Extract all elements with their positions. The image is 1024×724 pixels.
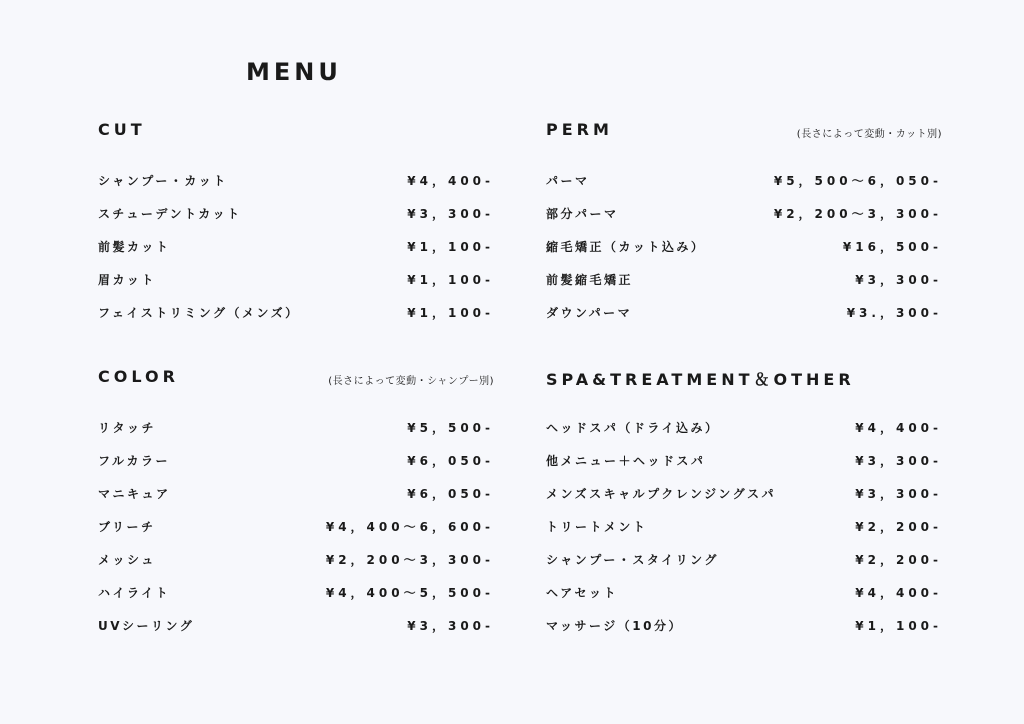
menu-item — [98, 609, 494, 642]
item-price: ¥4，400- — [855, 586, 942, 600]
item-name: メンズスキャルプクレンジングスパ — [546, 487, 777, 501]
item-price: ¥3，300- — [855, 273, 942, 287]
menu-item — [546, 263, 942, 296]
menu-item — [98, 263, 494, 296]
section-note: (長さによって変動・カット別) — [796, 129, 942, 140]
menu-item — [546, 510, 942, 543]
item-price: ¥4，400- — [855, 421, 942, 435]
item-name: ハイライト — [98, 586, 171, 600]
menu-list — [98, 411, 494, 642]
section-cut — [98, 120, 494, 329]
section-header — [546, 367, 942, 391]
item-price: ¥3.，300- — [846, 306, 942, 320]
item-name: フェイストリミング（メンズ） — [98, 306, 300, 320]
item-name: シャンプー・スタイリング — [546, 553, 719, 567]
section-title: CUT — [98, 120, 146, 139]
item-price: ¥3，300- — [407, 619, 494, 633]
menu-item — [546, 411, 942, 444]
item-name: フルカラー — [98, 454, 171, 468]
item-name: シャンプー・カット — [98, 174, 228, 188]
item-price: ¥2，200- — [855, 520, 942, 534]
item-name: 他メニュー＋ヘッドスパ — [546, 454, 706, 468]
item-price: ¥4，400〜6，600- — [325, 520, 494, 534]
menu-item — [98, 510, 494, 543]
item-price: ¥1，100- — [407, 240, 494, 254]
item-name: スチューデントカット — [98, 207, 242, 221]
item-price: ¥2，200〜3，300- — [325, 553, 494, 567]
item-price: ¥6，050- — [407, 487, 494, 501]
menu-item — [98, 444, 494, 477]
page-title: MENU — [246, 58, 342, 86]
section-note: (長さによって変動・シャンプー別) — [328, 376, 494, 387]
menu-item — [98, 477, 494, 510]
menu-item — [98, 230, 494, 263]
item-name: ヘアセット — [546, 586, 619, 600]
item-price: ¥16，500- — [842, 240, 942, 254]
menu-item — [98, 164, 494, 197]
section-header — [98, 367, 494, 391]
menu-item — [98, 576, 494, 609]
menu-item — [546, 230, 942, 263]
item-name: ブリーチ — [98, 520, 156, 534]
menu-item — [546, 609, 942, 642]
item-name: ヘッドスパ（ドライ込み） — [546, 421, 720, 435]
menu-item — [546, 543, 942, 576]
item-price: ¥2，200- — [855, 553, 942, 567]
item-price: ¥1，100- — [407, 273, 494, 287]
menu-item — [546, 477, 942, 510]
item-name: リタッチ — [98, 421, 157, 435]
section-title: SPA&TREATMENT＆OTHER — [546, 370, 855, 389]
item-name: パーマ — [546, 174, 590, 188]
menu-item — [98, 411, 494, 444]
menu-item — [546, 576, 942, 609]
section-header — [98, 120, 494, 144]
item-price: ¥4，400- — [407, 174, 494, 188]
section-perm — [546, 120, 942, 329]
item-name: 前髪縮毛矯正 — [546, 273, 634, 287]
item-name: UVシーリング — [98, 619, 195, 633]
menu-item — [546, 164, 942, 197]
menu-list — [98, 164, 494, 329]
item-price: ¥5，500〜6，050- — [773, 174, 942, 188]
section-title: PERM — [546, 120, 613, 139]
item-price: ¥3，300- — [855, 487, 942, 501]
menu-item — [546, 296, 942, 329]
item-name: ダウンパーマ — [546, 306, 633, 320]
menu-item — [546, 444, 942, 477]
item-name: マッサージ（10分） — [546, 619, 683, 633]
menu-item — [98, 543, 494, 576]
item-price: ¥3，300- — [407, 207, 494, 221]
item-price: ¥1，100- — [407, 306, 494, 320]
menu-item — [546, 197, 942, 230]
item-price: ¥5，500- — [407, 421, 494, 435]
section-header — [546, 120, 942, 144]
item-price: ¥6，050- — [407, 454, 494, 468]
item-name: 眉カット — [98, 273, 156, 287]
section-color — [98, 367, 494, 642]
section-title: COLOR — [98, 367, 179, 386]
item-name: メッシュ — [98, 553, 156, 567]
item-name: 縮毛矯正（カット込み） — [546, 240, 706, 254]
section-spa-treatment-other — [546, 367, 942, 642]
item-name: トリートメント — [546, 520, 648, 534]
menu-item — [98, 296, 494, 329]
item-price: ¥3，300- — [855, 454, 942, 468]
item-price: ¥2，200〜3，300- — [773, 207, 942, 221]
item-name: 前髪カット — [98, 240, 171, 254]
menu-item — [98, 197, 494, 230]
item-name: マニキュア — [98, 487, 171, 501]
item-price: ¥1，100- — [855, 619, 942, 633]
item-price: ¥4，400〜5，500- — [325, 586, 494, 600]
menu-list — [546, 164, 942, 329]
menu-list — [546, 411, 942, 642]
item-name: 部分パーマ — [546, 207, 619, 221]
